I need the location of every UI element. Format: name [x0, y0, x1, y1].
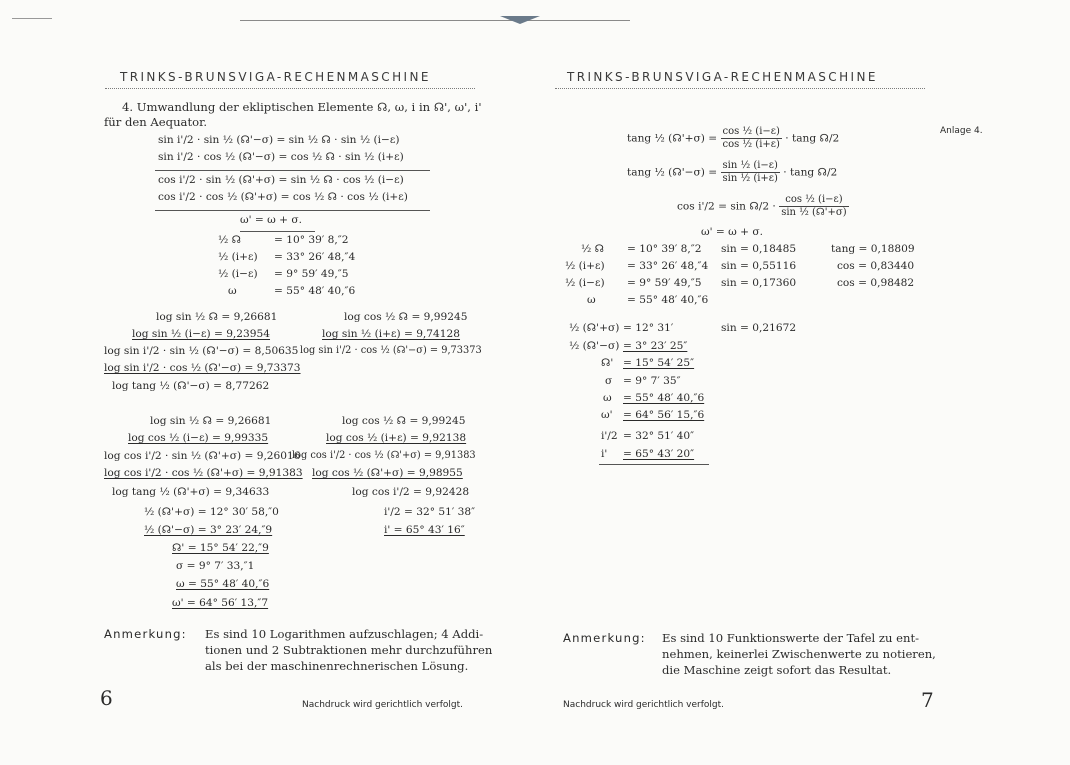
function-value: sin = 0,18485: [721, 243, 797, 255]
log-line: log cos ½ ☊ = 9,99245: [344, 311, 468, 323]
result-line: ω = 55° 48′ 40,″6: [176, 578, 270, 590]
result-value: = 32° 51′ 40″: [623, 430, 695, 442]
given-value: = 55° 48′ 40,″6: [627, 294, 709, 306]
note-text: Es sind 10 Funktionswerte der Tafel zu ent-: [662, 631, 920, 645]
fraction: [721, 160, 780, 185]
page-number: 7: [921, 688, 934, 712]
result-label: σ: [605, 375, 613, 387]
formula: [677, 194, 849, 219]
result-value: = 64° 56′ 15,″6: [623, 409, 705, 421]
note-text: Es sind 10 Logarithmen aufzuschlagen; 4 Addi-: [205, 627, 484, 641]
result-label: ½ (☊'+σ): [569, 322, 620, 334]
log-line: log cos ½ (i−ε) = 9,99335: [128, 432, 269, 444]
given-label: ½ (i−ε): [218, 268, 258, 280]
formula: [627, 160, 837, 185]
right-page: [535, 0, 1070, 765]
fraction: [721, 126, 782, 151]
equation-rule: [155, 170, 430, 171]
fraction-numerator: cos ½ (i−ε): [722, 126, 780, 137]
note-label: Anmerkung:: [563, 631, 646, 645]
result-label: i'/2: [601, 430, 618, 442]
log-line: log cos i'/2 · cos ½ (☊'+σ) = 9,91383: [104, 467, 303, 479]
log-line: log cos ½ (i+ε) = 9,92138: [326, 432, 467, 444]
running-header: TRINKS-BRUNSVIGA-RECHENMASCHINE: [567, 70, 878, 84]
fraction-numerator: cos ½ (i−ε): [779, 194, 848, 207]
function-value: cos = 0,98482: [837, 277, 915, 289]
given-label: ½ ☊: [581, 243, 605, 255]
result-line: i'/2 = 32° 51′ 38″: [384, 506, 476, 518]
formula-lhs: tang ½ (☊'+σ) =: [627, 132, 718, 145]
result-line: ω' = 64° 56′ 13,″7: [172, 597, 269, 609]
formula-lhs: cos i'/2 = sin ☊/2 ·: [677, 200, 776, 213]
function-value: sin = 0,17360: [721, 277, 797, 289]
equation-rule: [155, 210, 430, 211]
log-line: log sin i'/2 · sin ½ (☊'−σ) = 8,50635: [104, 345, 299, 357]
note-label: Anmerkung:: [104, 627, 187, 641]
note-text: nehmen, keinerlei Zwischenwerte zu notieren,: [662, 647, 936, 661]
function-value: cos = 0,83440: [837, 260, 915, 272]
page-number: 6: [100, 686, 113, 710]
equation: cos i'/2 · sin ½ (☊'+σ) = sin ½ ☊ · cos ½ (i−ε): [158, 174, 404, 186]
equation: cos i'/2 · cos ½ (☊'+σ) = cos ½ ☊ · cos ½ (i+ε): [158, 191, 408, 203]
section-title-cont: für den Aequator.: [104, 115, 208, 129]
result-line: ½ (☊'+σ) = 12° 30′ 58,″0: [144, 506, 279, 518]
note-text: tionen und 2 Subtraktionen mehr durchzuführen: [205, 643, 493, 657]
result-label: ω: [603, 392, 612, 404]
function-value: tang = 0,18809: [831, 243, 915, 255]
given-label: ½ ☊: [218, 234, 242, 246]
log-line: log sin i'/2 · cos ½ (☊'−σ) = 9,73373: [104, 362, 301, 374]
result-value: = 15° 54′ 25″: [623, 357, 695, 369]
log-line: log cos i'/2 = 9,92428: [352, 486, 470, 498]
log-line: log cos ½ (☊'+σ) = 9,98955: [312, 467, 463, 479]
fraction-denominator: sin ½ (☊'+σ): [781, 207, 847, 218]
given-label: ω: [587, 294, 596, 306]
header-rule: [555, 88, 925, 89]
result-label: ω': [601, 409, 613, 421]
formula-rhs: · tang ☊/2: [783, 166, 838, 179]
result-rule: [599, 464, 709, 465]
equation: sin i'/2 · cos ½ (☊'−σ) = cos ½ ☊ · sin ½ (i+ε): [158, 151, 404, 163]
function-value: sin = 0,55116: [721, 260, 797, 272]
given-value: = 10° 39′ 8,″2: [627, 243, 702, 255]
section-title: 4. Umwandlung der ekliptischen Elemente ☊, ω, i in ☊', ω', i': [122, 100, 482, 114]
fraction: [779, 194, 848, 219]
fraction-denominator: cos ½ (i+ε): [722, 139, 780, 150]
formula: [627, 126, 839, 151]
log-line: log sin ½ ☊ = 9,26681: [150, 415, 272, 427]
given-value: = 33° 26′ 48,″4: [274, 251, 356, 263]
log-line: log tang ½ (☊'+σ) = 9,34633: [112, 486, 270, 498]
equation: ω' = ω + σ.: [240, 214, 303, 226]
result-line: i' = 65° 43′ 16″: [384, 524, 465, 536]
appendix-label: Anlage 4.: [940, 126, 983, 136]
result-line: σ = 9° 7′ 33,″1: [176, 560, 255, 572]
result-value: = 65° 43′ 20″: [623, 448, 695, 460]
result-value: = 9° 7′ 35″: [623, 375, 681, 387]
formula: ω' = ω + σ.: [701, 226, 764, 238]
log-line: log sin ½ ☊ = 9,26681: [156, 311, 278, 323]
result-label: i': [601, 448, 608, 460]
result-value: = 55° 48′ 40,″6: [623, 392, 705, 404]
note-text: die Maschine zeigt sofort das Resultat.: [662, 663, 892, 677]
running-header: TRINKS-BRUNSVIGA-RECHENMASCHINE: [120, 70, 431, 84]
log-line: log sin ½ (i+ε) = 9,74128: [322, 328, 461, 340]
header-rule: [105, 88, 475, 89]
equation: sin i'/2 · sin ½ (☊'−σ) = sin ½ ☊ · sin ½ (i−ε): [158, 134, 400, 146]
log-line: log sin i'/2 · cos ½ (☊'−σ) = 9,73373: [300, 345, 482, 356]
given-value: = 10° 39′ 8,″2: [274, 234, 349, 246]
given-value: = 9° 59′ 49,″5: [627, 277, 702, 289]
log-line: log cos i'/2 · sin ½ (☊'+σ) = 9,26016: [104, 450, 301, 462]
fraction-numerator: sin ½ (i−ε): [722, 160, 778, 171]
function-value: sin = 0,21672: [721, 322, 797, 334]
given-label: ½ (i−ε): [565, 277, 605, 289]
result-label: ☊': [601, 357, 614, 369]
log-line: log sin ½ (i−ε) = 9,23954: [132, 328, 271, 340]
result-line: ½ (☊'−σ) = 3° 23′ 24,″9: [144, 524, 273, 536]
given-value: = 55° 48′ 40,″6: [274, 285, 356, 297]
log-line: log cos ½ ☊ = 9,99245: [342, 415, 466, 427]
footer-note: Nachdruck wird gerichtlich verfolgt.: [563, 700, 725, 710]
result-value: = 12° 31′: [623, 322, 674, 334]
formula-lhs: tang ½ (☊'−σ) =: [627, 166, 718, 179]
log-line: log tang ½ (☊'−σ) = 8,77262: [112, 380, 270, 392]
formula-rhs: · tang ☊/2: [785, 132, 840, 145]
result-label: ½ (☊'−σ): [569, 340, 620, 352]
note-text: als bei der maschinenrechnerischen Lösung.: [205, 659, 469, 673]
fraction-denominator: sin ½ (i+ε): [722, 173, 778, 184]
given-value: = 33° 26′ 48,″4: [627, 260, 709, 272]
log-line: log cos i'/2 · cos ½ (☊'+σ) = 9,91383: [292, 450, 476, 461]
footer-note: Nachdruck wird gerichtlich verfolgt.: [302, 700, 464, 710]
given-value: = 9° 59′ 49,″5: [274, 268, 349, 280]
result-line: ☊' = 15° 54′ 22,″9: [172, 542, 269, 554]
given-label: ½ (i+ε): [565, 260, 605, 272]
equation-rule: [240, 231, 315, 232]
result-value: = 3° 23′ 25″: [623, 340, 688, 352]
given-label: ½ (i+ε): [218, 251, 258, 263]
given-label: ω: [228, 285, 237, 297]
